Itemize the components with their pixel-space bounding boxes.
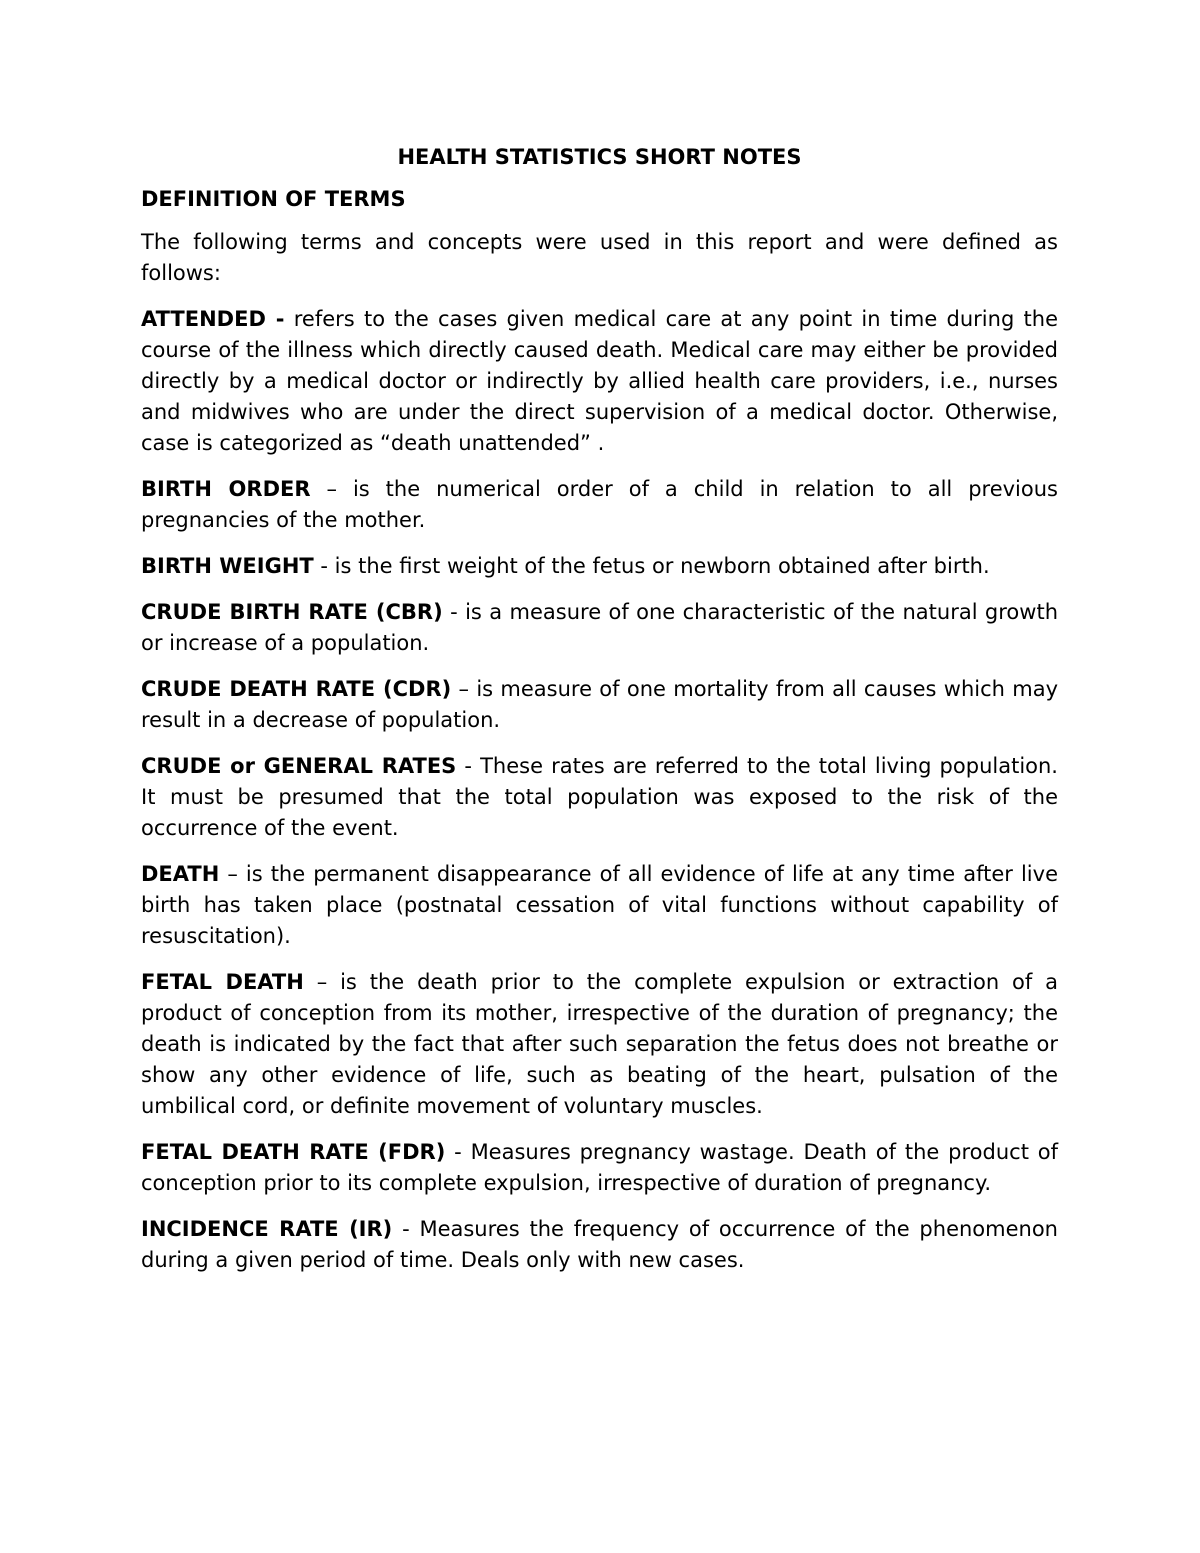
document-page [141,138,1058,1291]
definition-crude-birth-rate [141,597,1058,659]
definition-crude-or-general-rates [141,751,1058,844]
definition-text: refers to the cases given medical care at any point in time during the course of the illness which directly caused death. Medical care may either be provided directly by a medical doctor or indirectly by allied health care providers, i.e., nurses and midwives who are under the direct supervision of a medical doctor. Otherwise, case is categorized as “death unattended” . [141,307,1058,455]
definition-term: ATTENDED - [141,307,285,331]
definition-crude-death-rate [141,674,1058,736]
definition-term: CRUDE DEATH RATE (CDR) [141,677,452,701]
document-title: HEALTH STATISTICS SHORT NOTES [397,145,802,169]
definition-fetal-death-rate [141,1137,1058,1199]
definition-term: DEATH [141,862,220,886]
definition-incidence-rate [141,1214,1058,1276]
definition-text: - These rates are referred to the total living population. It must be presumed that the total population was exposed to the risk of the occurrence of the event. [141,754,1058,840]
definition-term: BIRTH WEIGHT [141,554,314,578]
definition-attended [141,304,1058,459]
definition-term: FETAL DEATH [141,970,304,994]
definition-death [141,859,1058,952]
definition-text: - is a measure of one characteristic of the natural growth or increase of a population. [141,600,1059,655]
definition-term: CRUDE BIRTH RATE (CBR) [141,600,443,624]
definition-birth-weight [141,551,1058,582]
definition-term: FETAL DEATH RATE (FDR) [141,1140,446,1164]
section-heading: DEFINITION OF TERMS [141,187,406,211]
definition-fetal-death [141,967,1058,1122]
definition-text: - is the first weight of the fetus or newborn obtained after birth. [313,554,990,578]
definition-term: BIRTH ORDER [141,477,311,501]
intro-paragraph: The following terms and concepts were used in this report and were defined as follows: [141,230,1058,285]
definition-text: – is measure of one mortality from all causes which may result in a decrease of population. [141,677,1058,732]
definition-text: – is the permanent disappearance of all evidence of life at any time after live birth has taken place (postnatal cessation of vital functions without capability of resuscitation). [141,862,1058,948]
definition-term: INCIDENCE RATE (IR) [141,1217,393,1241]
definition-text: – is the death prior to the complete expulsion or extraction of a product of conception from its mother, irrespective of the duration of pregnancy; the death is indicated by the fact that after such separation the fetus does not breathe or show any other evidence of life, such as beating of the heart, pulsation of the umbilical cord, or definite movement of voluntary muscles. [141,970,1058,1118]
definition-text: - Measures pregnancy wastage. Death of the product of conception prior to its complete expulsion, irrespective of duration of pregnancy. [141,1140,1059,1195]
definition-birth-order [141,474,1058,536]
definition-text: - Measures the frequency of occurrence of the phenomenon during a given period of time. Deals only with new cases. [141,1217,1058,1272]
definition-text: – is the numerical order of a child in relation to all previous pregnancies of the mother. [141,477,1058,532]
definition-term: CRUDE or GENERAL RATES [141,754,457,778]
